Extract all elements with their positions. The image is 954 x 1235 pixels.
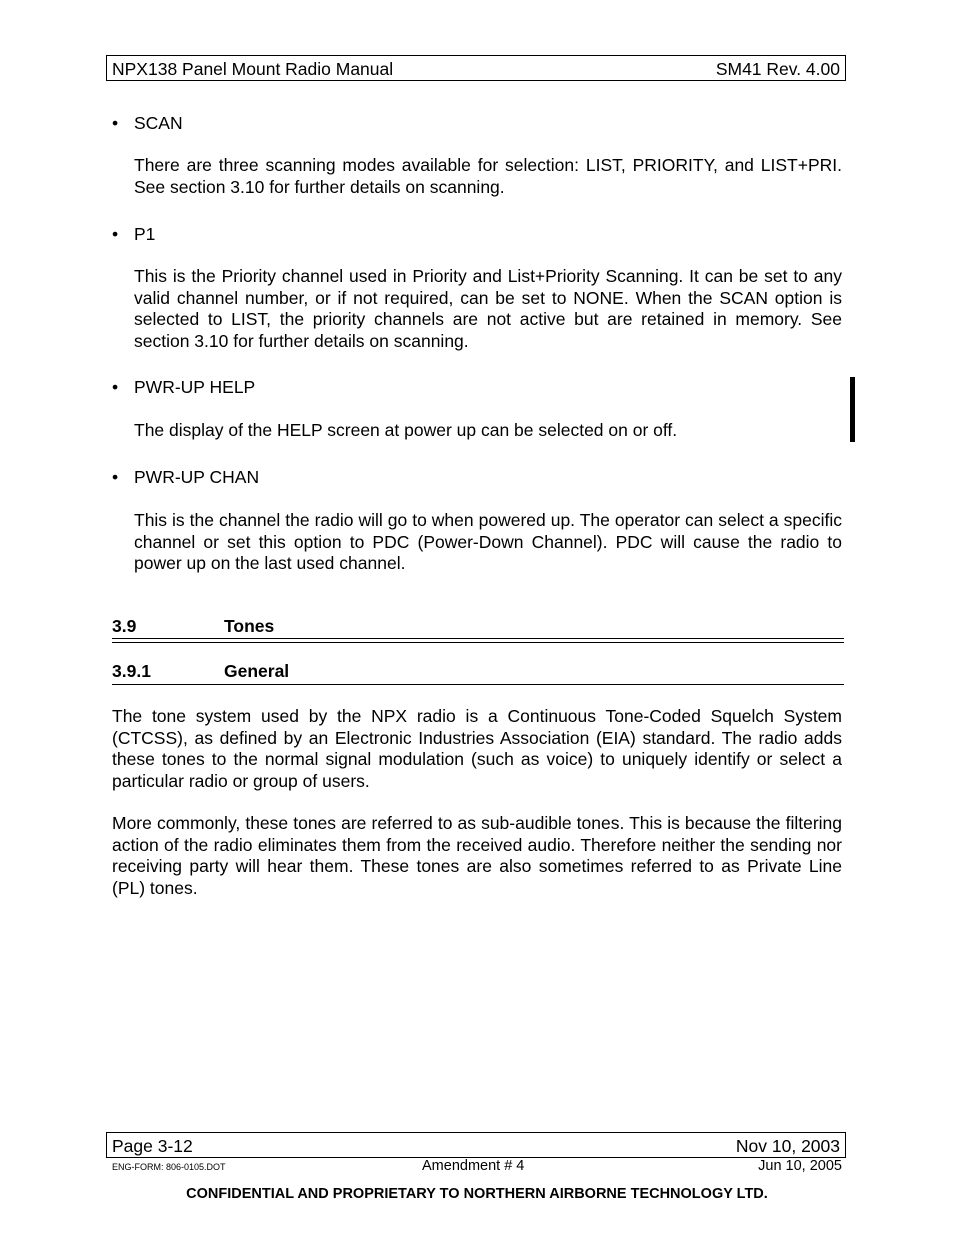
subsection-number: 3.9.1 bbox=[112, 661, 151, 681]
amendment-label: Amendment # 4 bbox=[422, 1158, 525, 1174]
list-item-p1 bbox=[112, 224, 155, 245]
section-number: 3.9 bbox=[112, 616, 137, 636]
item-description: There are three scanning modes available for selection: LIST, PRIORITY, and LIST+PRI. See section 3.10 for further details on scanning. bbox=[134, 155, 842, 197]
amendment-date: Jun 10, 2005 bbox=[758, 1158, 842, 1174]
item-label: PWR-UP HELP bbox=[134, 377, 256, 397]
item-label: P1 bbox=[134, 224, 156, 244]
confidential-notice: CONFIDENTIAL AND PROPRIETARY TO NORTHERN AIRBORNE TECHNOLOGY LTD. bbox=[186, 1186, 768, 1202]
bullet-icon: • bbox=[112, 467, 119, 487]
page-header bbox=[106, 55, 846, 81]
item-description: The display of the HELP screen at power up can be selected on or off. bbox=[134, 420, 678, 440]
list-item-pwr-up-chan bbox=[112, 467, 259, 488]
form-id: ENG-FORM: 806-0105.DOT bbox=[112, 1162, 226, 1172]
list-item-scan bbox=[112, 113, 183, 134]
section-heading bbox=[112, 616, 844, 637]
item-description: This is the Priority channel used in Priority and List+Priority Scanning. It can be set to any valid channel number, or if not required, can be set to NONE. When the SCAN option is selected to LIST, the priority channels are not active but are retained in memory. See section 3.10 for further details on scanning. bbox=[134, 266, 842, 351]
item-label: SCAN bbox=[134, 113, 183, 133]
bullet-icon: • bbox=[112, 224, 119, 244]
bullet-icon: • bbox=[112, 377, 119, 397]
subsection-rule bbox=[112, 684, 844, 685]
list-item-pwr-up-help bbox=[112, 377, 255, 398]
page-number: Page 3-12 bbox=[112, 1136, 193, 1156]
section-title: Tones bbox=[224, 616, 275, 636]
section-rule bbox=[112, 638, 844, 643]
manual-title: NPX138 Panel Mount Radio Manual bbox=[112, 59, 394, 79]
body-paragraph: The tone system used by the NPX radio is a Continuous Tone-Coded Squelch System (CTCSS), as defined by an Electronic Industries Association (EIA) standard. The radio adds these tones to the normal signal modulation (such as voice) to uniquely identify or select a particular radio or group of users. bbox=[112, 706, 842, 791]
footer-date: Nov 10, 2003 bbox=[735, 1136, 840, 1156]
page-footer bbox=[106, 1132, 846, 1158]
bullet-icon: • bbox=[112, 113, 119, 133]
revision-label: SM41 Rev. 4.00 bbox=[715, 59, 840, 79]
subsection-heading bbox=[112, 661, 844, 682]
revision-change-bar bbox=[850, 377, 855, 442]
subsection-title: General bbox=[224, 661, 290, 681]
item-label: PWR-UP CHAN bbox=[134, 467, 260, 487]
body-paragraph: More commonly, these tones are referred to as sub-audible tones. This is because the filtering action of the radio eliminates them from the received audio. Therefore neither the sending nor receiving party will hear them. These tones are also sometimes referred to as Private Line (PL) tones. bbox=[112, 813, 842, 898]
item-description: This is the channel the radio will go to when powered up. The operator can select a specific channel or set this option to PDC (Power-Down Channel). PDC will cause the radio to power up on the last used channel. bbox=[134, 510, 842, 574]
